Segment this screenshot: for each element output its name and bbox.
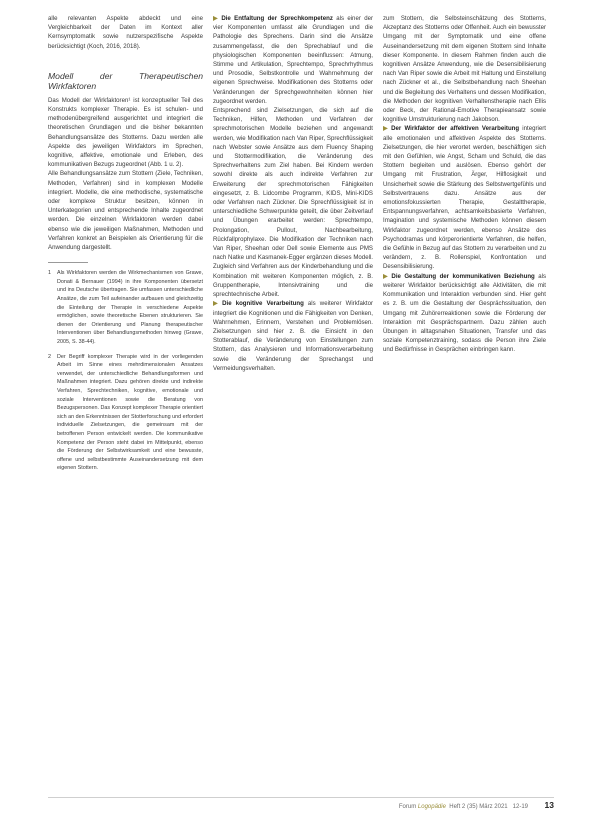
subsection-text: als einer der vier Komponenten umfasst alle Grundlagen und die Pathologie des Sprechens. Darin sind die Ansätze zusammengefasst, die den Sprechablauf und die physiologischen Komponenten beeinflussen: Atmung, Stimme und Artikulation, Sprechtempo, Sprechrhythmus und Prosodie, Selbstkontrolle und Wahrnehmung der eigenen Sprechweise. Modifikationen des Stotterns oder Veränderungen der Sprechgewohnheiten können hier zugeordnet werden. [213, 15, 373, 105]
triangle-bullet-icon: ▶ [383, 272, 390, 280]
magazine-prefix: Forum [398, 804, 417, 810]
footnote-text: Als Wirkfaktoren werden die Wirkmechanismen von Grawe, Donati & Bernauer (1994) in ihre Komponenten übersetzt und ins Deutsche übertragen. Sie umfassen unterschiedliche Ansätze, die zum Teil aufeinander aufbauen und gleichzeitig die Einteilung der Therapie in verschiedene Aspekte ermöglichen, sowie theoretische Ebenen strukturieren. Sie dienen der Orientierung und Planung therapeutischer Interventionen über Behandlungsmethoden hinweg (Grawe, 2005, S. 38-44). [57, 270, 203, 346]
footnote-divider [48, 262, 88, 263]
section-heading: Modell der Therapeutischen Wirkfaktoren [48, 70, 203, 91]
text-column-right [383, 14, 546, 776]
subsection-title: Die kognitive Verarbeitung [222, 300, 304, 308]
triangle-bullet-icon: ▶ [213, 15, 220, 22]
subsection-title: Der Wirkfaktor der affektiven Verarbeitung [391, 125, 520, 133]
footer-citation [399, 802, 528, 812]
issue-info: Heft 2 (35) März 2021 [449, 804, 508, 810]
body-paragraph: Entsprechend sind Zielsetzungen, die sich auf die Techniken, Hilfen, Methoden und Verfahren der sprechmotorischen Modelle beziehen und angewandt werden, wie Modifikation nach Van Riper, Sprechflüssigkeit nach Webster sowie Ansätze aus dem Fluency Shaping und Stottermodifikation, die Veränderung des Sprechverhaltens zum Ziel haben. Bei Kindern werden sowohl direkte als auch indirekte Verfahren zur Erweiterung der sprechmotorischen Fähigkeiten eingesetzt, z. B. Lidcombe Programm, KIDS, Mini-KIDS oder Verfahren nach Zückner. Die Sprechflüssigkeit ist in unterschiedliche Schwerpunkte geteilt, die über Zeitverlauf und Übungen erarbeitet werden: Sprechtempo, Prolongation, Pullout, Nachbearbeitung, Rückfallprophylaxe. Die Modifikation der Techniken nach Van Riper, Sheehan oder Dell sowie Elemente aus PMS nach Natke und Kasmanek-Egger ergänzen dieses Modell. Zugleich sind Verfahren aus der Kinderbehandlung und die Kombination mit weiteren Komponenten möglich, z. B. Gruppentherapie, Intensivtraining und die sprechtechnische Arbeit. [213, 107, 373, 299]
subsection-paragraph [213, 299, 373, 373]
body-paragraph: zum Stottern, die Selbsteinschätzung des Stotterns, Akzeptanz des Stotterns oder Offenheit. Auch ein bewusster Umgang mit der Symptomatik und eine offene Auseinandersetzung mit dem eigenen Stottern sind Inhalte dieser Komponente. In diesem Rahmen finden auch die kognitiven Ansätze Anwendung, wie die Desensibilisierung nach Van Riper sowie die Arbeit mit Haltung und Einstellung nach Zückner et al., die Selbstbehandlung nach Sheehan und die Begleitung des Verhaltens und dessen Modifikation, die Methoden der kognitiven Verhaltenstherapie nach Ellis oder Beck, der Rational-Emotive Therapieansatz sowie kognitive Umstrukturierung nach Jakobson. [383, 15, 546, 124]
triangle-bullet-icon: ▶ [383, 125, 390, 133]
subsection-title: Die Entfaltung der Sprechkompetenz [221, 15, 333, 22]
page-range: 12-19 [512, 804, 528, 810]
subsection-title: Die Gestaltung der kommunikativen Beziehung [391, 272, 535, 280]
triangle-bullet-icon: ▶ [213, 300, 221, 308]
footnote [48, 269, 203, 346]
magazine-name: Logopädie [417, 804, 446, 810]
intro-paragraph: alle relevanten Aspekte abdeckt und eine Vergleichbarkeit der Daten im Kontext aller Kernsymptomatik sowie nutzerspezifische Aspekte berücksichtigt (Koch, 2016, 2018). [48, 15, 203, 50]
text-column-middle [213, 14, 373, 776]
footnote-number: 1 [48, 270, 51, 277]
subsection-text: als weiterer Wirkfaktor berücksichtigt alle Aktivitäten, die mit Kommunikation und Interaktion verbunden sind. Hier geht es z. B. um die Gestaltung der Gesprächssituation, den Umgang mit Zuhörerreaktionen sowie die Förderung der Interaktion mit Gesprächspartnern. Dazu zählen auch Übungen in alltagsnahen Situationen, Transfer und das soziale Kompetenztraining, sodass die Person ihre Ziele und Bedürfnisse in Gesprächen einbringen kann. [383, 272, 546, 354]
footnote-text: Der Begriff komplexer Therapie wird in der vorliegenden Arbeit im Sinne eines mehrdimensionalen Ansatzes verwendet, der unterschiedliche Behandlungsformen und Maßnahmen integriert. Dazu gehören direkte und indirekte Verfahren, Sprechtechniken, kognitive, emotionale und soziale Interventionen sowie die Beratung von Bezugspersonen. Das Konzept komplexer Therapie orientiert sich an den Erkenntnissen der Stotterforschung und erfordert individuelle Zielsetzungen, die gemeinsam mit der betroffenen Person entwickelt werden. Die kommunikative Kompetenz der Person steht dabei im Mittelpunkt, ebenso die Förderung der Selbstwirksamkeit und eine bewusste, offene und selbstbestimmte Auseinandersetzung mit dem eigenen Stottern. [57, 353, 203, 472]
subsection-text: als weiterer Wirkfaktor integriert die Kognitionen und die Fähigkeiten von Denken, Wahrnehmen, Erinnern, Verstehen und Problemlösen. Zielsetzungen sind hier z. B. die Einsicht in den Stotterablauf, die Veränderung von Einstellungen zum Stottern, das Analysieren und Informationsverarbeitung sowie die Veränderung der Sprechangst und Vermeidungsverhalten. [213, 300, 373, 372]
body-paragraph: Das Modell der Wirkfaktoren¹ ist konzeptueller Teil des Konstrukts komplexer Therapie. Es ist schulen- und methodenübergreifend ausgerichtet und integriert die theoretischen Grundlagen und die bisher bekannten Behandlungsansätze des Stotterns. Dazu werden alle Aspekte des jeweiligen Wirkfaktors im Sprechen, kognitive, affektive, emotionale und Erleben, des kommunikativen Bezugs zugeordnet (Abb. 1 u. 2). [48, 96, 203, 169]
footnote [48, 353, 203, 473]
body-paragraph: Alle Behandlungsansätze zum Stottern (Ziele, Techniken, Methoden, Verfahren) sind in komplexen Modelle integriert. Modelle, die eine methodische, systematische oder komplexe Struktur besitzen, können in Unterkategorien und entsprechende Inhalte zugeordnet werden. Die einzelnen Wirkfaktoren werden dabei ebenso wie die jeweiligen Maßnahmen, Methoden und Verfahren konkret an Beispielen als Orientierung für die Anwendung dargestellt. [48, 170, 203, 252]
subsection-paragraph [383, 124, 546, 271]
text-column-left [48, 14, 203, 776]
subsection-text: integriert alle emotionalen und affektiven Aspekte des Stotterns. Zielsetzungen, die hier verortet werden, beschäftigen sich mit den Gefühlen, wie Angst, Scham und Schuld, die das Stottern begleiten und auslösen. Ebenso gehört der Umgang mit Frustration, Ärger, Hilflosigkeit und Unsicherheit sowie die Stärkung des Selbstwertgefühls und Selbstvertrauens dazu. Ansätze aus der emotionsfokussierten Therapie, Gestalttherapie, Entspannungsverfahren, achtsamkeitsbasierte Verfahren, Imagination und systemische Methoden können diesem Wirkfaktor zugeordnet werden, ebenso Ansätze des Psychodramas und körperorientierte Verfahren, die helfen, die Gefühle in Bezug auf das Stottern zu verarbeiten und zu verändern, z. B. Rollenspiel, Konfrontation und Desensibilisierung. [383, 125, 546, 271]
page-number: 13 [544, 800, 554, 810]
footnote-number: 2 [48, 353, 51, 360]
page-footer [48, 797, 554, 810]
subsection-paragraph [213, 14, 373, 106]
subsection-paragraph [383, 272, 546, 355]
